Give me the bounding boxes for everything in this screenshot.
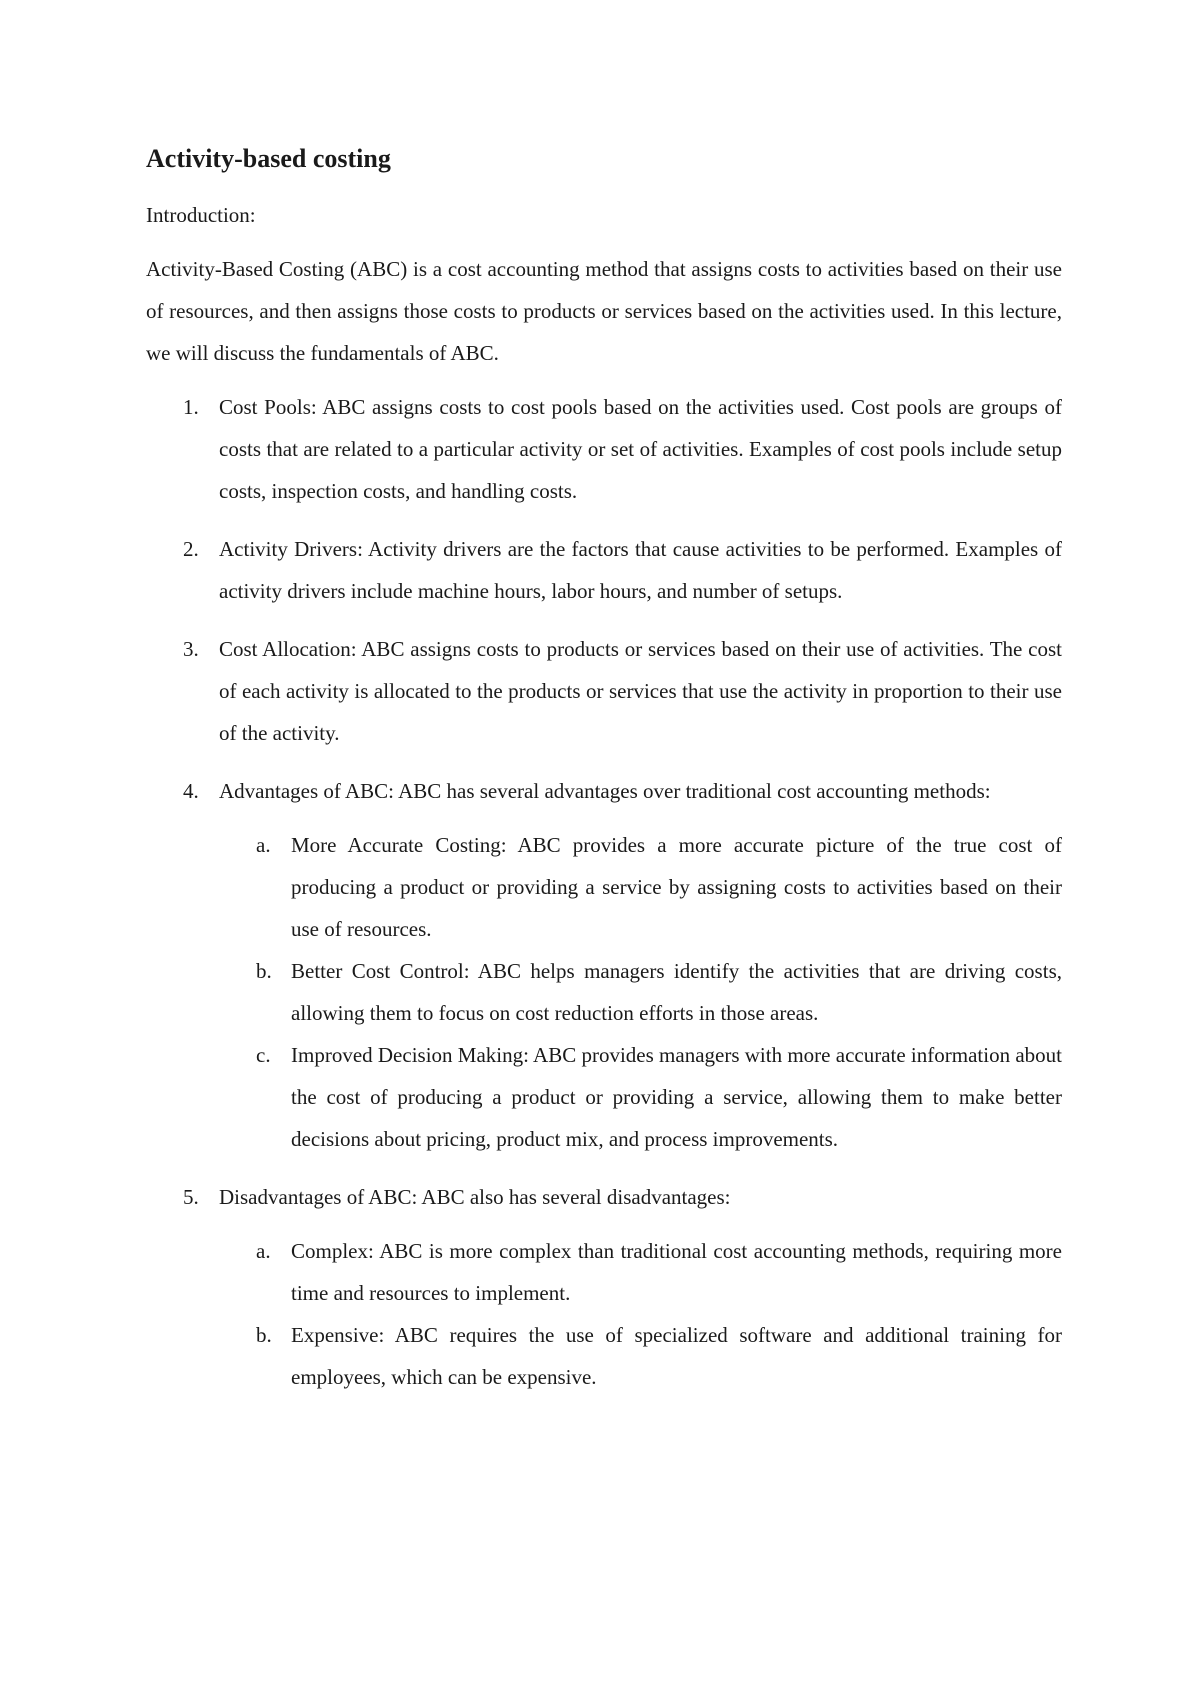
document-title: Activity-based costing: [146, 144, 391, 173]
intro-label: Introduction:: [146, 203, 256, 227]
sublist-item-accurate-costing: [219, 824, 1062, 950]
list-item-number: 5.: [183, 1185, 199, 1209]
list-item-advantages: [146, 770, 1062, 1160]
sublist-item-letter: b.: [256, 1323, 272, 1347]
sublist-item-expensive: [219, 1314, 1062, 1398]
sublist-item-decision-making: [219, 1034, 1062, 1160]
sublist-item-complex: [219, 1230, 1062, 1314]
sublist-item-text: Complex: ABC is more complex than traditional cost accounting methods, requiring more time and resources to implement.: [291, 1239, 1062, 1305]
list-item-cost-allocation: [146, 628, 1062, 754]
topic-list: [146, 386, 1062, 1398]
sublist-item-text: Improved Decision Making: ABC provides managers with more accurate information about the cost of producing a product or providing a service, allowing them to make better decisions about pricing, product mix, and process improvements.: [291, 1043, 1062, 1151]
intro-paragraph: Activity-Based Costing (ABC) is a cost accounting method that assigns costs to activities based on their use of resources, and then assigns those costs to products or services based on the activities used. In this lecture, we will discuss the fundamentals of ABC.: [146, 257, 1062, 365]
disadvantages-sublist: [219, 1230, 1062, 1398]
list-item-number: 1.: [183, 395, 199, 419]
sublist-item-cost-control: [219, 950, 1062, 1034]
list-item-text: Cost Allocation: ABC assigns costs to products or services based on their use of activities. The cost of each activity is allocated to the products or services that use the activity in proportion to their use of the activity.: [219, 637, 1062, 745]
list-item-activity-drivers: [146, 528, 1062, 612]
advantages-sublist: [219, 824, 1062, 1160]
list-item-number: 2.: [183, 537, 199, 561]
list-item-number: 4.: [183, 779, 199, 803]
sublist-item-text: More Accurate Costing: ABC provides a more accurate picture of the true cost of producing a product or providing a service by assigning costs to activities based on their use of resources.: [291, 833, 1062, 941]
sublist-item-letter: a.: [256, 1239, 271, 1263]
sublist-item-letter: b.: [256, 959, 272, 983]
list-item-text: Advantages of ABC: ABC has several advantages over traditional cost accounting methods:: [219, 779, 991, 803]
list-item-cost-pools: [146, 386, 1062, 512]
list-item-number: 3.: [183, 637, 199, 661]
sublist-item-text: Better Cost Control: ABC helps managers identify the activities that are driving costs, allowing them to focus on cost reduction efforts in those areas.: [291, 959, 1062, 1025]
list-item-text: Activity Drivers: Activity drivers are the factors that cause activities to be performed. Examples of activity drivers include machine hours, labor hours, and number of setups.: [219, 537, 1062, 603]
sublist-item-letter: a.: [256, 833, 271, 857]
document-page: [146, 142, 1062, 1414]
sublist-item-letter: c.: [256, 1043, 271, 1067]
sublist-item-text: Expensive: ABC requires the use of specialized software and additional training for employees, which can be expensive.: [291, 1323, 1062, 1389]
list-item-text: Cost Pools: ABC assigns costs to cost pools based on the activities used. Cost pools are groups of costs that are related to a particular activity or set of activities. Examples of cost pools include setup costs, inspection costs, and handling costs.: [219, 395, 1062, 503]
list-item-text: Disadvantages of ABC: ABC also has several disadvantages:: [219, 1185, 731, 1209]
list-item-disadvantages: [146, 1176, 1062, 1398]
